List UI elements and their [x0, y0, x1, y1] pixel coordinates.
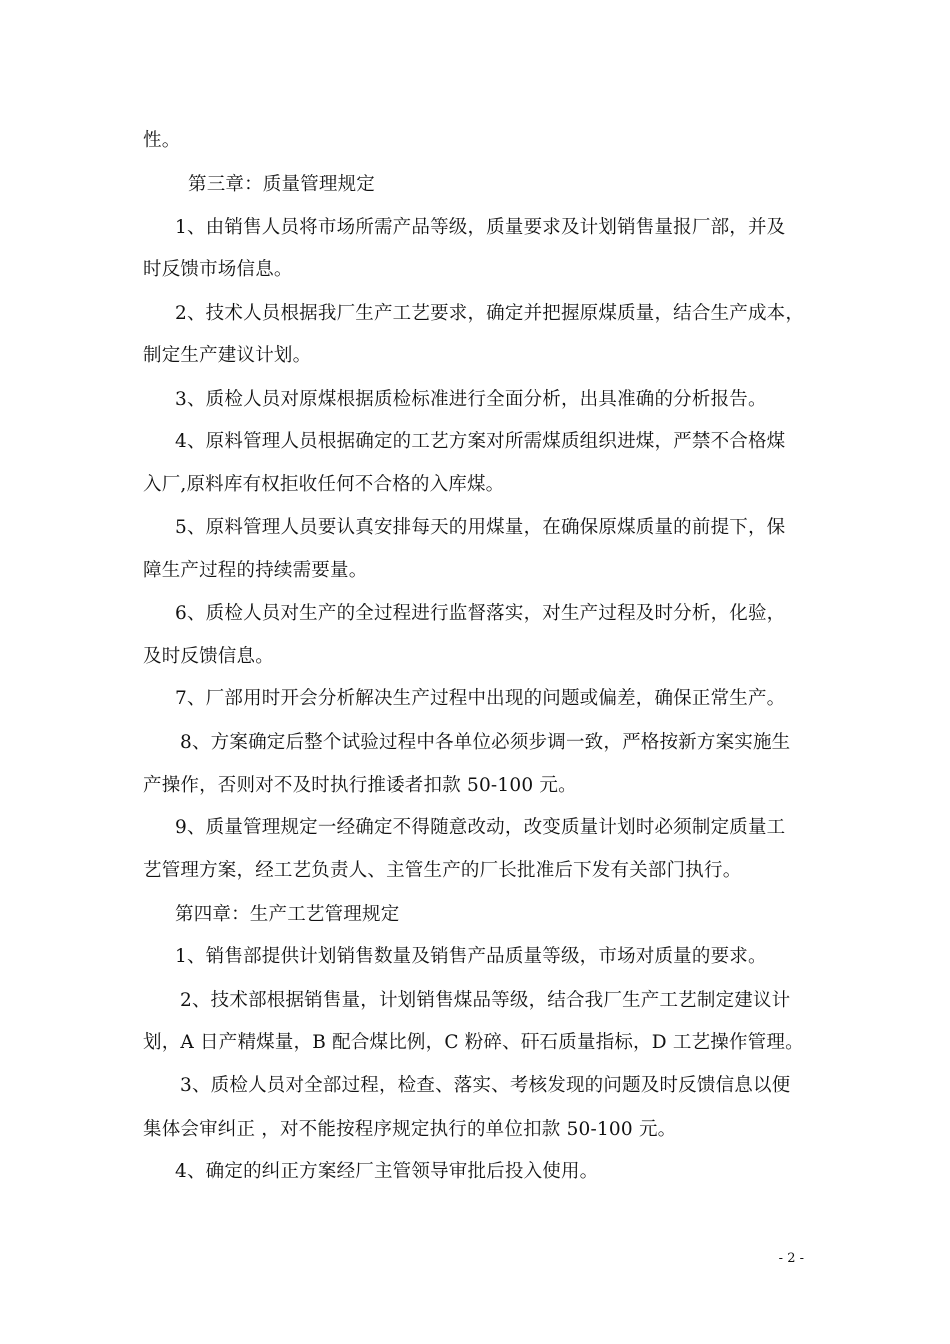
chapter-heading: 第三章：质量管理规定	[188, 174, 376, 195]
text-line: 4、确定的纠正方案经厂主管领导审批后投入使用。	[175, 1161, 599, 1182]
text-line: 产操作，否则对不及时执行推诿者扣款 50-100 元。	[143, 775, 577, 796]
text-line: 及时反馈信息。	[143, 646, 274, 667]
text-line: 集体会审纠正 ，对不能按程序规定执行的单位扣款 50-100 元。	[143, 1119, 677, 1140]
text-line: 5、原料管理人员要认真安排每天的用煤量，在确保原煤质量的前提下，保	[175, 517, 786, 538]
text-line: 8、方案确定后整个试验过程中各单位必须步调一致，严格按新方案实施生	[180, 732, 791, 753]
text-line: 障生产过程的持续需要量。	[143, 560, 368, 581]
text-line: 性。	[143, 130, 181, 151]
text-line: 2、技术人员根据我厂生产工艺要求，确定并把握原煤质量，结合生产成本，	[175, 303, 805, 324]
text-line: 艺管理方案，经工艺负责人、主管生产的厂长批准后下发有关部门执行。	[143, 860, 742, 881]
text-line: 3、质检人员对全部过程，检查、落实、考核发现的问题及时反馈信息以便	[180, 1075, 791, 1096]
text-line: 7、厂部用时开会分析解决生产过程中出现的问题或偏差，确保正常生产。	[175, 688, 786, 709]
chapter-heading: 第四章：生产工艺管理规定	[175, 904, 400, 925]
text-line: 1、由销售人员将市场所需产品等级，质量要求及计划销售量报厂部，并及	[175, 217, 786, 238]
text-line: 时反馈市场信息。	[143, 259, 293, 280]
text-line: 6、质检人员对生产的全过程进行监督落实，对生产过程及时分析，化验，	[175, 603, 786, 624]
text-line: 9、质量管理规定一经确定不得随意改动，改变质量计划时必须制定质量工	[175, 817, 786, 838]
text-line: 划，A 日产精煤量，B 配合煤比例，C 粉碎、矸石质量指标，D 工艺操作管理。	[143, 1032, 804, 1053]
text-line: 2、技术部根据销售量，计划销售煤品等级，结合我厂生产工艺制定建议计	[180, 990, 791, 1011]
text-line: 4、原料管理人员根据确定的工艺方案对所需煤质组织进煤，严禁不合格煤	[175, 431, 786, 452]
text-line: 入厂,原料库有权拒收任何不合格的入库煤。	[143, 474, 505, 495]
page-number: - 2 -	[778, 1251, 804, 1266]
text-line: 1、销售部提供计划销售数量及销售产品质量等级，市场对质量的要求。	[175, 946, 767, 967]
text-line: 3、质检人员对原煤根据质检标准进行全面分析，出具准确的分析报告。	[175, 389, 767, 410]
text-line: 制定生产建议计划。	[143, 345, 312, 366]
